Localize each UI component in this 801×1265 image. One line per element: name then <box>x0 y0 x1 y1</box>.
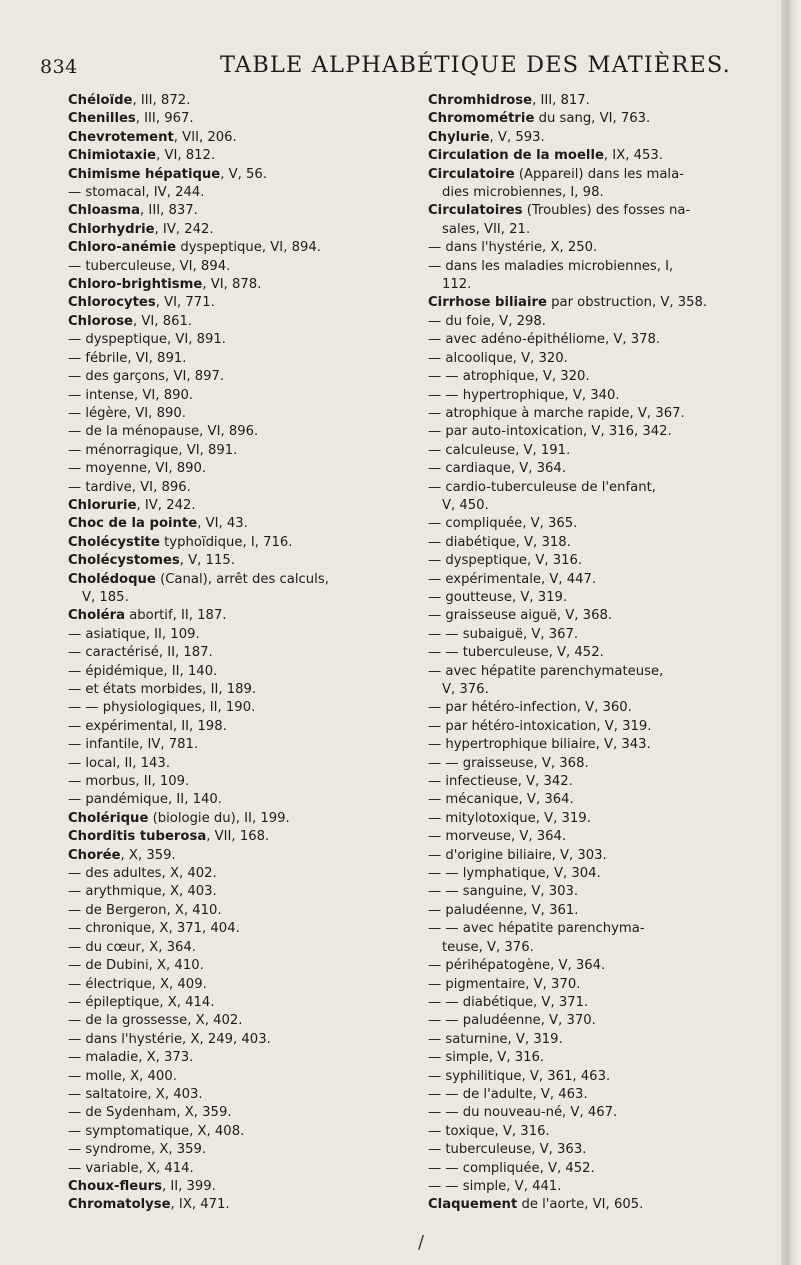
entry-text: — dyspeptique, V, 316. <box>428 553 583 569</box>
index-entry <box>428 626 768 644</box>
entry-text: teuse, V, 376. <box>442 939 534 955</box>
entry-heading: Chevrotement <box>68 129 174 145</box>
index-entry <box>428 368 768 386</box>
index-entry <box>428 166 768 184</box>
page-edge <box>781 0 801 1265</box>
entry-text: , X, 359. <box>120 847 176 863</box>
footer-mark: / <box>418 1232 425 1253</box>
index-entry <box>68 221 408 239</box>
entry-text: — périhépatogène, V, 364. <box>428 958 606 974</box>
index-entry <box>68 607 408 625</box>
index-entry <box>428 423 768 441</box>
entry-text: — — diabétique, V, 371. <box>428 994 589 1010</box>
entry-text: , III, 872. <box>132 93 191 108</box>
entry-text: — saturnine, V, 319. <box>428 1031 563 1047</box>
index-entry <box>68 129 408 147</box>
index-entry <box>428 865 768 883</box>
index-entry <box>428 1160 768 1178</box>
entry-text: — cardiaque, V, 364. <box>428 461 567 477</box>
index-entry <box>68 258 408 276</box>
entry-text: — arythmique, X, 403. <box>68 884 217 900</box>
entry-text: — — subaiguë, V, 367. <box>428 626 579 642</box>
index-entry <box>428 147 768 165</box>
index-entry <box>68 387 408 405</box>
entry-heading: Chromatolyse <box>68 1197 171 1213</box>
entry-heading: Chylurie <box>428 129 490 145</box>
entry-text: — — atrophique, V, 320. <box>428 369 590 385</box>
index-entry <box>428 552 768 570</box>
index-entry <box>68 1031 408 1049</box>
index-entry <box>68 755 408 773</box>
entry-text: — par hétéro-infection, V, 360. <box>428 700 632 716</box>
entry-text: — tardive, VI, 896. <box>68 479 191 495</box>
index-entry <box>68 497 408 515</box>
index-entry <box>68 515 408 533</box>
entry-text: — atrophique à marche rapide, V, 367. <box>428 405 685 421</box>
index-entry <box>68 976 408 994</box>
entry-heading: Chlorose <box>68 313 134 329</box>
entry-text: — — physiologiques, II, 190. <box>68 700 256 716</box>
entry-text: — dyspeptique, VI, 891. <box>68 332 226 348</box>
index-entry <box>68 276 408 294</box>
entry-text: — d'origine biliaire, V, 303. <box>428 847 607 863</box>
entry-text: , IX, 471. <box>170 1197 230 1213</box>
entry-text: — avec adéno-épithéliome, V, 378. <box>428 332 661 348</box>
entry-text: — dans l'hystérie, X, 249, 403. <box>68 1031 271 1047</box>
entry-text: dyspeptique, VI, 894. <box>176 240 321 256</box>
index-entry <box>428 791 768 809</box>
index-entry <box>68 479 408 497</box>
entry-text: V, 376. <box>442 682 489 697</box>
entry-text: — des adultes, X, 402. <box>68 866 217 882</box>
index-entry <box>68 1178 408 1196</box>
index-entry <box>428 1049 768 1067</box>
entry-heading: Circulatoires <box>428 203 523 219</box>
index-entry <box>68 663 408 681</box>
entry-text: (Appareil) dans les mala- <box>514 166 684 182</box>
index-entry <box>428 1012 768 1030</box>
index-entry <box>428 828 768 846</box>
index-entry <box>428 681 768 699</box>
entry-text: du sang, VI, 763. <box>534 111 651 127</box>
entry-text: — — paludéenne, V, 370. <box>428 1013 596 1029</box>
entry-text: — alcoolique, V, 320. <box>428 350 568 366</box>
index-entry <box>428 1178 768 1196</box>
entry-text: — molle, X, 400. <box>68 1068 177 1084</box>
entry-text: — graisseuse aiguë, V, 368. <box>428 608 613 624</box>
index-entry <box>68 626 408 644</box>
index-entry <box>68 1141 408 1159</box>
index-entry <box>68 294 408 312</box>
entry-text: — — tuberculeuse, V, 452. <box>428 645 604 661</box>
entry-text: — cardio-tuberculeuse de l'enfant, <box>428 479 656 495</box>
entry-text: — hypertrophique biliaire, V, 343. <box>428 737 651 753</box>
index-entry <box>68 184 408 202</box>
entry-text: — local, II, 143. <box>68 755 171 771</box>
entry-heading: Circulation de la moelle <box>428 148 604 164</box>
entry-text: — simple, V, 316. <box>428 1050 545 1066</box>
index-entry <box>428 387 768 405</box>
index-entry <box>68 313 408 331</box>
index-entry <box>428 1123 768 1141</box>
entry-heading: Chimiotaxie <box>68 148 157 164</box>
entry-text: — fébrile, VI, 891. <box>68 350 187 366</box>
entry-heading: Chimisme hépatique <box>68 166 221 182</box>
index-entry <box>68 828 408 846</box>
index-entry <box>428 497 768 515</box>
entry-heading: Cholérique <box>68 810 149 826</box>
entry-text: — goutteuse, V, 319. <box>428 589 568 605</box>
entry-text: , V, 593. <box>489 129 545 145</box>
index-entry <box>68 1049 408 1067</box>
entry-text: — morbus, II, 109. <box>68 774 190 790</box>
entry-text: — toxique, V, 316. <box>428 1123 550 1139</box>
index-entry <box>428 479 768 497</box>
index-entry <box>428 276 768 294</box>
entry-text: — stomacal, IV, 244. <box>68 185 205 201</box>
index-entry <box>428 994 768 1012</box>
index-entry <box>428 460 768 478</box>
entry-text: , VI, 43. <box>197 516 248 532</box>
entry-heading: Cirrhose biliaire <box>428 295 547 311</box>
entry-text: , V, 115. <box>179 553 235 569</box>
entry-text: — ménorragique, VI, 891. <box>68 442 238 458</box>
index-entry <box>428 92 768 110</box>
entry-text: , III, 837. <box>140 203 198 219</box>
entry-text: — diabétique, V, 318. <box>428 534 571 550</box>
index-entry <box>68 791 408 809</box>
index-entry <box>428 920 768 938</box>
index-entry <box>68 589 408 607</box>
entry-text: sales, VII, 21. <box>442 221 531 237</box>
entry-text: , IV, 242. <box>136 497 196 513</box>
entry-text: — variable, X, 414. <box>68 1160 194 1176</box>
index-entry <box>428 571 768 589</box>
index-entry <box>68 1068 408 1086</box>
entry-heading: Chéloïde <box>68 93 133 108</box>
entry-text: — — de l'adulte, V, 463. <box>428 1086 588 1102</box>
entry-text: , VI, 878. <box>202 277 262 293</box>
entry-heading: Chorée <box>68 847 121 863</box>
index-entry <box>68 350 408 368</box>
entry-text: — de Sydenham, X, 359. <box>68 1105 232 1121</box>
running-title: TABLE ALPHABÉTIQUE DES MATIÈRES. <box>220 52 731 78</box>
index-entry <box>428 976 768 994</box>
index-entry <box>68 552 408 570</box>
entry-text: — maladie, X, 373. <box>68 1050 194 1066</box>
entry-heading: Chloasma <box>68 203 141 219</box>
entry-heading: Chromométrie <box>428 111 535 127</box>
entry-text: — par hétéro-intoxication, V, 319. <box>428 718 652 734</box>
index-entry <box>428 736 768 754</box>
index-entry <box>428 1068 768 1086</box>
entry-text: dies microbiennes, I, 98. <box>442 185 604 201</box>
entry-text: — épidémique, II, 140. <box>68 663 218 679</box>
entry-text: — morveuse, V, 364. <box>428 829 567 845</box>
index-entry <box>68 810 408 828</box>
entry-text: — légère, VI, 890. <box>68 405 186 421</box>
index-entry <box>428 957 768 975</box>
entry-text: — syphilitique, V, 361, 463. <box>428 1068 611 1084</box>
entry-heading: Choléra <box>68 608 125 624</box>
index-entry <box>68 902 408 920</box>
index-entry <box>428 773 768 791</box>
index-entry <box>68 92 408 110</box>
entry-heading: Chenilles <box>68 111 136 127</box>
index-entry <box>68 147 408 165</box>
entry-text: — dans les maladies microbiennes, I, <box>428 258 674 274</box>
index-column-left <box>68 92 408 1215</box>
entry-text: , VI, 771. <box>155 295 215 311</box>
index-entry <box>68 1123 408 1141</box>
entry-text: — tuberculeuse, V, 363. <box>428 1142 587 1158</box>
entry-text: — de la ménopause, VI, 896. <box>68 424 259 440</box>
entry-text: de l'aorte, VI, 605. <box>517 1197 644 1213</box>
entry-text: (Troubles) des fosses na- <box>522 203 691 219</box>
entry-text: — par auto-intoxication, V, 316, 342. <box>428 424 672 440</box>
index-entry <box>428 1196 768 1214</box>
entry-heading: Circulatoire <box>428 166 515 182</box>
entry-text: — asiatique, II, 109. <box>68 626 200 642</box>
index-entry <box>428 258 768 276</box>
entry-text: — épileptique, X, 414. <box>68 994 215 1010</box>
entry-text: , III, 817. <box>532 93 590 108</box>
index-entry <box>68 957 408 975</box>
index-entry <box>68 405 408 423</box>
entry-text: — dans l'hystérie, X, 250. <box>428 240 598 256</box>
index-entry <box>68 1086 408 1104</box>
entry-text: (Canal), arrêt des calculs, <box>155 571 329 587</box>
entry-heading: Claquement <box>428 1197 518 1213</box>
entry-text: — — compliquée, V, 452. <box>428 1160 595 1176</box>
entry-text: — — graisseuse, V, 368. <box>428 755 589 771</box>
index-entry <box>428 883 768 901</box>
entry-text: — mécanique, V, 364. <box>428 792 574 808</box>
entry-text: — — du nouveau-né, V, 467. <box>428 1105 618 1121</box>
entry-text: — tuberculeuse, VI, 894. <box>68 258 231 274</box>
entry-text: typhoïdique, I, 716. <box>159 534 293 550</box>
entry-heading: Chlorurie <box>68 497 137 513</box>
index-entry <box>68 939 408 957</box>
index-entry <box>428 755 768 773</box>
entry-text: abortif, II, 187. <box>125 608 227 624</box>
index-entry <box>428 239 768 257</box>
index-entry <box>68 368 408 386</box>
index-entry <box>428 1104 768 1122</box>
index-entry <box>428 589 768 607</box>
index-entry <box>68 718 408 736</box>
entry-text: 112. <box>442 277 472 293</box>
index-entry <box>68 644 408 662</box>
index-entry <box>428 202 768 220</box>
entry-text: — syndrome, X, 359. <box>68 1142 207 1158</box>
entry-text: — infantile, IV, 781. <box>68 737 199 753</box>
entry-text: V, 185. <box>82 589 129 605</box>
entry-heading: Choc de la pointe <box>68 516 198 532</box>
index-entry <box>428 515 768 533</box>
index-entry <box>68 331 408 349</box>
index-entry <box>68 1012 408 1030</box>
index-entry <box>68 1160 408 1178</box>
entry-text: V, 450. <box>442 497 489 513</box>
index-entry <box>428 1141 768 1159</box>
index-entry <box>428 184 768 202</box>
index-entry <box>68 442 408 460</box>
entry-text: — du foie, V, 298. <box>428 313 546 329</box>
entry-text: — moyenne, VI, 890. <box>68 461 207 477</box>
index-entry <box>428 1031 768 1049</box>
entry-heading: Cholédoque <box>68 571 156 587</box>
entry-text: , IX, 453. <box>603 148 663 164</box>
entry-text: , II, 399. <box>161 1178 216 1194</box>
entry-text: — et états morbides, II, 189. <box>68 682 257 697</box>
entry-text: — — simple, V, 441. <box>428 1178 562 1194</box>
entry-text: , VII, 168. <box>206 829 270 845</box>
entry-text: — expérimentale, V, 447. <box>428 571 597 587</box>
index-entry <box>428 442 768 460</box>
index-entry <box>68 239 408 257</box>
entry-text: — — sanguine, V, 303. <box>428 884 579 900</box>
entry-text: — de la grossesse, X, 402. <box>68 1013 243 1029</box>
entry-heading: Chorditis tuberosa <box>68 829 207 845</box>
index-entry <box>68 847 408 865</box>
entry-text: — calculeuse, V, 191. <box>428 442 571 458</box>
index-entry <box>68 534 408 552</box>
entry-heading: Cholécystite <box>68 534 160 550</box>
entry-text: — avec hépatite parenchymateuse, <box>428 663 664 679</box>
index-entry <box>68 883 408 901</box>
entry-text: — paludéenne, V, 361. <box>428 902 579 918</box>
entry-text: , VII, 206. <box>173 129 237 145</box>
index-entry <box>428 331 768 349</box>
entry-text: , IV, 242. <box>154 221 214 237</box>
index-entry <box>428 534 768 552</box>
index-entry <box>68 920 408 938</box>
index-entry <box>428 350 768 368</box>
index-entry <box>428 718 768 736</box>
index-entry <box>428 1086 768 1104</box>
entry-text: par obstruction, V, 358. <box>546 295 708 311</box>
entry-text: — chronique, X, 371, 404. <box>68 921 240 937</box>
entry-text: — — avec hépatite parenchyma- <box>428 921 645 937</box>
page-header <box>40 52 760 82</box>
index-entry <box>68 699 408 717</box>
entry-text: — expérimental, II, 198. <box>68 718 227 734</box>
entry-text: — infectieuse, V, 342. <box>428 774 573 790</box>
index-entry <box>68 773 408 791</box>
entry-text: — de Dubini, X, 410. <box>68 958 204 974</box>
entry-text: — — hypertrophique, V, 340. <box>428 387 620 403</box>
entry-text: , VI, 861. <box>133 313 193 329</box>
index-entry <box>428 939 768 957</box>
index-entry <box>68 460 408 478</box>
page-number: 834 <box>40 56 78 78</box>
index-entry <box>68 202 408 220</box>
index-entry <box>68 865 408 883</box>
index-entry <box>68 736 408 754</box>
index-entry <box>68 1104 408 1122</box>
index-entry <box>68 681 408 699</box>
entry-text: , VI, 812. <box>156 148 216 164</box>
index-entry <box>428 902 768 920</box>
entry-text: — électrique, X, 409. <box>68 976 207 992</box>
entry-heading: Chlorocytes <box>68 295 156 311</box>
index-entry <box>428 663 768 681</box>
entry-text: — intense, VI, 890. <box>68 387 194 403</box>
entry-text: — — lymphatique, V, 304. <box>428 866 601 882</box>
entry-text: , III, 967. <box>135 111 194 127</box>
entry-text: — de Bergeron, X, 410. <box>68 902 222 918</box>
entry-text: — des garçons, VI, 897. <box>68 369 225 385</box>
index-entry <box>428 313 768 331</box>
entry-text: — pandémique, II, 140. <box>68 792 222 808</box>
index-entry <box>68 166 408 184</box>
entry-heading: Chromhidrose <box>428 93 533 108</box>
index-entry <box>68 423 408 441</box>
index-entry <box>428 607 768 625</box>
index-entry <box>428 129 768 147</box>
index-entry <box>428 644 768 662</box>
entry-text: — compliquée, V, 365. <box>428 516 578 532</box>
index-entry <box>428 294 768 312</box>
index-entry <box>428 847 768 865</box>
entry-text: — mitylotoxique, V, 319. <box>428 810 591 826</box>
entry-text: , V, 56. <box>220 166 268 182</box>
entry-text: — symptomatique, X, 408. <box>68 1123 245 1139</box>
index-entry <box>428 110 768 128</box>
index-entry <box>68 571 408 589</box>
entry-heading: Chloro-anémie <box>68 240 177 256</box>
entry-heading: Chlorhydrie <box>68 221 155 237</box>
index-entry <box>68 994 408 1012</box>
index-entry <box>428 699 768 717</box>
entry-text: — du cœur, X, 364. <box>68 939 196 955</box>
index-column-right <box>428 92 768 1215</box>
entry-heading: Choux-fleurs <box>68 1178 162 1194</box>
entry-text: — saltatoire, X, 403. <box>68 1086 203 1102</box>
index-entry <box>428 405 768 423</box>
index-entry <box>428 221 768 239</box>
index-entry <box>428 810 768 828</box>
entry-heading: Chloro-brightisme <box>68 277 203 293</box>
index-entry <box>68 1196 408 1214</box>
entry-text: — pigmentaire, V, 370. <box>428 976 581 992</box>
entry-text: — caractérisé, II, 187. <box>68 645 213 661</box>
index-entry <box>68 110 408 128</box>
entry-text: (biologie du), II, 199. <box>148 810 290 826</box>
entry-heading: Cholécystomes <box>68 553 180 569</box>
